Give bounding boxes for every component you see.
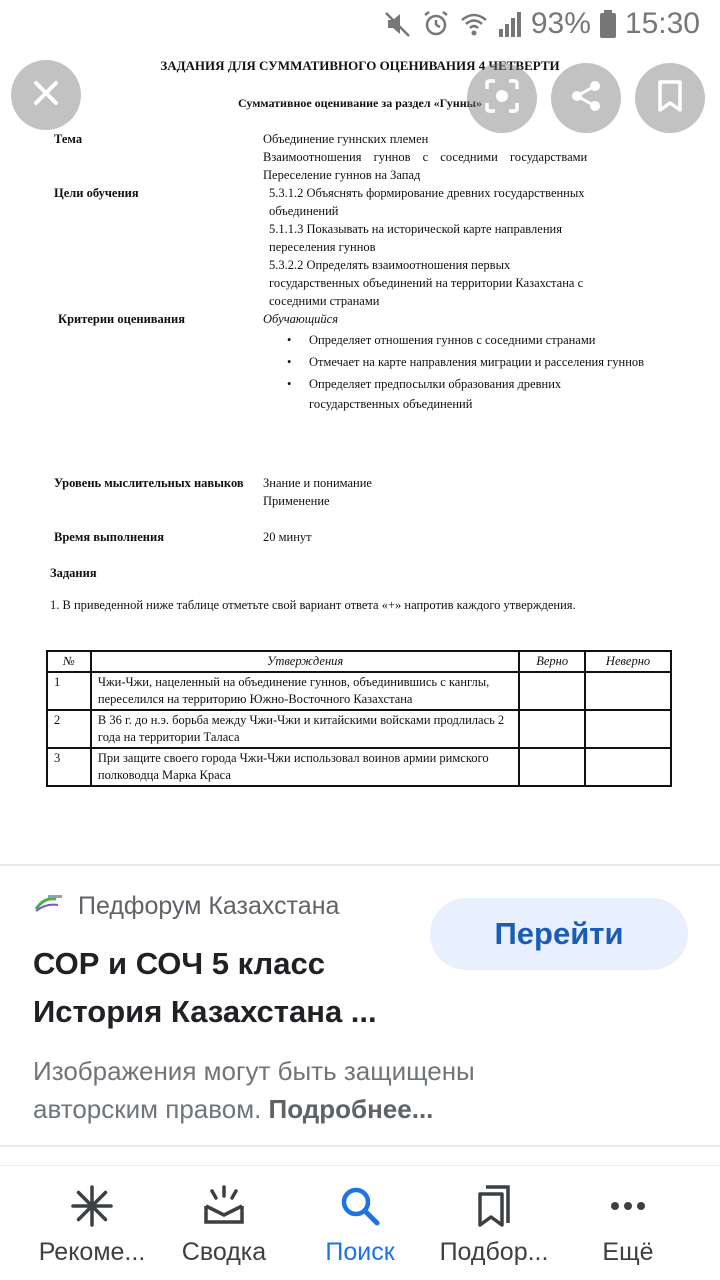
site-logo-icon — [34, 893, 64, 920]
true-cell — [519, 710, 585, 748]
bookmark-icon — [655, 79, 685, 118]
true-cell — [519, 748, 585, 786]
criteria-intro: Обучающийся — [263, 312, 339, 326]
time-value: 20 минут — [263, 530, 312, 544]
share-icon — [568, 78, 604, 119]
row-number: 2 — [47, 710, 91, 748]
signal-icon — [497, 9, 523, 39]
doc-subtitle: Суммативное оценивание за раздел «Гунны» — [237, 96, 482, 110]
save-button[interactable] — [635, 63, 705, 133]
col-true: Верно — [519, 651, 585, 672]
goal-line: государственных объединений на территории Казахстана с — [269, 276, 584, 290]
false-cell — [585, 672, 671, 710]
battery-percent: 93% — [530, 7, 591, 40]
criteria-item: • Отмечает на карте направления миграции и расселения гуннов — [285, 352, 655, 372]
wifi-icon — [459, 9, 489, 39]
tasks-heading: Задания — [50, 566, 97, 580]
copyright-notice — [33, 1052, 593, 1128]
doc-title: ЗАДАНИЯ ДЛЯ СУММАТИВНОГО ОЦЕНИВАНИЯ 4 ЧЕТВЕРТИ — [160, 58, 560, 73]
close-icon — [31, 78, 61, 113]
topic-line: Объединение гуннских племен — [263, 132, 429, 146]
skill-line: Знание и понимание — [263, 476, 372, 490]
nav-updates[interactable] — [152, 1186, 296, 1267]
goal-line: объединений — [269, 204, 339, 218]
result-title[interactable]: СОР и СОЧ 5 класс История Казахстана ... — [33, 946, 377, 1029]
lens-button[interactable] — [467, 63, 537, 133]
divider — [0, 864, 720, 866]
bottom-nav — [0, 1166, 720, 1280]
source-name: Педфорум Казахстана — [78, 892, 340, 920]
col-number: № — [47, 651, 91, 672]
table-row — [47, 710, 671, 748]
time-label: Время выполнения — [54, 530, 164, 544]
goal-line: переселения гуннов — [269, 240, 376, 254]
row-statement: В 36 г. до н.э. борьба между Чжи-Чжи и китайскими войсками продлилась 2 года на территории Таласа — [91, 710, 519, 748]
document-image[interactable] — [0, 48, 720, 860]
table-row — [47, 748, 671, 786]
false-cell — [585, 748, 671, 786]
search-icon — [338, 1184, 382, 1233]
alarm-icon — [421, 9, 451, 39]
nav-more[interactable] — [556, 1186, 700, 1267]
nav-label: Рекоме... — [38, 1238, 146, 1266]
nav-label: Поиск — [325, 1238, 395, 1266]
share-button[interactable] — [551, 63, 621, 133]
status-bar — [0, 0, 720, 48]
mute-icon — [383, 9, 413, 39]
nav-label: Сводка — [181, 1238, 267, 1266]
criteria-item: • Определяет предпосылки образования древних государственных объединений — [285, 374, 655, 414]
topic-value — [263, 130, 668, 184]
skills-value — [263, 474, 668, 510]
row-statement: При защите своего города Чжи-Чжи использовал воинов армии римского полководца Марка Краса — [91, 748, 519, 786]
collections-icon — [472, 1184, 516, 1233]
battery-icon — [599, 9, 617, 39]
task-1-text: 1. В приведенной ниже таблице отметьте свой вариант ответа «+» напротив каждого утверждения. — [50, 598, 576, 612]
goals-label: Цели обучения — [54, 186, 139, 200]
statements-table — [46, 650, 672, 787]
visit-button[interactable]: Перейти — [430, 898, 688, 970]
col-statements: Утверждения — [91, 651, 519, 672]
criteria-label: Критерии оценивания — [58, 312, 185, 326]
lens-icon — [483, 77, 521, 120]
goal-line: 5.3.2.2 Определять взаимоотношения первых — [269, 258, 511, 272]
goal-line: 5.1.1.3 Показывать на исторической карте направления — [269, 222, 562, 236]
learn-more-link[interactable]: Подробнее... — [268, 1094, 434, 1124]
divider — [0, 1145, 720, 1147]
clock: 15:30 — [624, 7, 700, 40]
table-header-row — [47, 651, 671, 672]
nav-label: Подбор... — [439, 1238, 549, 1266]
asterisk-icon — [70, 1184, 114, 1233]
skill-line: Применение — [263, 494, 330, 508]
topic-label: Тема — [54, 132, 83, 146]
nav-label: Ещё — [602, 1238, 654, 1266]
nav-search[interactable] — [288, 1186, 432, 1267]
topic-line: Переселение гуннов на Запад — [263, 168, 421, 182]
source-row[interactable] — [34, 892, 339, 921]
skills-label: Уровень мыслительных навыков — [54, 476, 244, 490]
topic-line: Взаимоотношения гуннов с соседними государствами — [263, 150, 588, 164]
row-number: 1 — [47, 672, 91, 710]
updates-icon — [202, 1184, 246, 1233]
criteria-item: • Определяет отношения гуннов с соседними странами — [285, 330, 655, 350]
criteria-list — [285, 330, 655, 416]
nav-discover[interactable] — [20, 1186, 164, 1267]
true-cell — [519, 672, 585, 710]
nav-collections[interactable] — [422, 1186, 566, 1267]
false-cell — [585, 710, 671, 748]
goal-line: соседними странами — [269, 294, 380, 308]
close-button[interactable] — [11, 60, 81, 130]
more-icon — [606, 1184, 650, 1233]
copyright-text: Изображения могут быть защищены авторским правом. — [33, 1056, 475, 1124]
goals-value — [263, 184, 668, 310]
row-statement: Чжи-Чжи, нацеленный на объединение гуннов, объединившись с канглы, переселился на территорию Южно-Восточного Казахстана — [91, 672, 519, 710]
table-row — [47, 672, 671, 710]
status-icons — [383, 6, 700, 42]
row-number: 3 — [47, 748, 91, 786]
goal-line: 5.3.1.2 Объяснять формирование древних государственных — [269, 186, 585, 200]
col-false: Неверно — [585, 651, 671, 672]
